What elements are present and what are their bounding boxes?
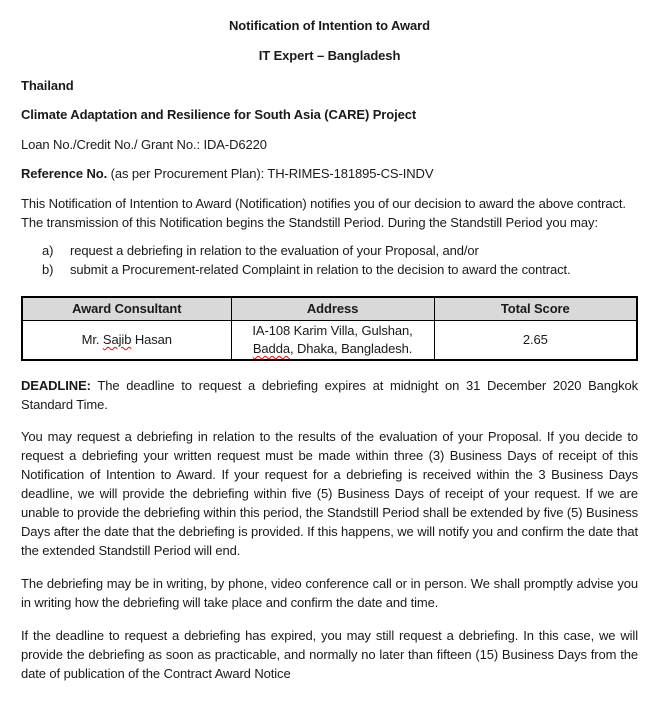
deadline-text: The deadline to request a debriefing expires at midnight on 31 December 2020 Bangkok Standard Time.	[21, 378, 638, 412]
list-marker-a: a)	[42, 243, 54, 258]
list-item-complaint	[42, 260, 638, 279]
award-table-header-row	[22, 297, 637, 321]
consultant-name-prefix: Mr.	[81, 332, 103, 347]
cell-total-score: 2.65	[434, 321, 637, 361]
intro-paragraph: This Notification of Intention to Award (Notification) notifies you of our decision to award the above contract. The transmission of this Notification begins the Standstill Period. During the Standstill Period you may:	[21, 196, 626, 230]
country-line: Thailand	[21, 78, 74, 93]
reference-label: Reference No.	[21, 166, 108, 181]
deadline-paragraph	[21, 376, 638, 414]
reference-number-line	[21, 164, 638, 183]
doc-subtitle: IT Expert – Bangladesh	[258, 48, 401, 63]
address-part1: IA-108 Karim Villa, Gulshan,	[252, 323, 413, 338]
debriefing-format-paragraph: The debriefing may be in writing, by phone, video conference call or in person. We shall promptly advise you in writing how the debriefing will take place and confirm the date and time.	[21, 576, 638, 610]
address-misspelled: Badda	[252, 341, 290, 356]
reference-value: (as per Procurement Plan): TH-RIMES-181895-CS-INDV	[107, 166, 434, 181]
project-name-line: Climate Adaptation and Resilience for South Asia (CARE) Project	[21, 107, 417, 122]
consultant-name-suffix: Hasan	[131, 332, 172, 347]
deadline-label: DEADLINE:	[21, 378, 91, 393]
expired-deadline-paragraph: If the deadline to request a debriefing has expired, you may still request a debriefing. In this case, we will provide the debriefing as soon as practicable, and normally no later than fifteen (15) Business Days from the date of publication of the Contract Award Notice	[21, 628, 638, 681]
table-header-address: Address	[231, 297, 434, 321]
list-text-b: submit a Procurement-related Complaint in relation to the decision to award the contract.	[70, 262, 571, 277]
list-text-a: request a debriefing in relation to the evaluation of your Proposal, and/or	[70, 243, 479, 258]
award-table	[21, 296, 638, 361]
standstill-options-list	[21, 241, 638, 279]
list-marker-b: b)	[42, 262, 54, 277]
table-header-total-score: Total Score	[434, 297, 637, 321]
address-part2: , Dhaka, Bangladesh.	[289, 341, 413, 356]
loan-number-line: Loan No./Credit No./ Grant No.: IDA-D6220	[21, 137, 267, 152]
cell-consultant-address	[231, 321, 434, 361]
list-item-debriefing	[42, 241, 638, 260]
debriefing-request-paragraph: You may request a debriefing in relation to the results of the evaluation of your Proposal. If you decide to request a debriefing your written request must be made within three (3) Business Days of receipt of this Notification of Intention to Award. If your request for a debriefing is received within the 3 Business Days deadline, we will provide the debriefing within five (5) Business Days of receipt of your request. If we are unable to provide the debriefing within this period, the Standstill Period shall be extended by five (5) Business Days after the date that the debriefing is provided. If this happens, we will notify you and confirm the date that the extended Standstill Period will end.	[21, 429, 638, 558]
doc-title: Notification of Intention to Award	[229, 18, 430, 33]
table-header-award-consultant: Award Consultant	[22, 297, 231, 321]
cell-consultant-name	[22, 321, 231, 361]
award-table-data-row	[22, 321, 637, 361]
consultant-name-misspelled: Sajib	[102, 332, 132, 347]
